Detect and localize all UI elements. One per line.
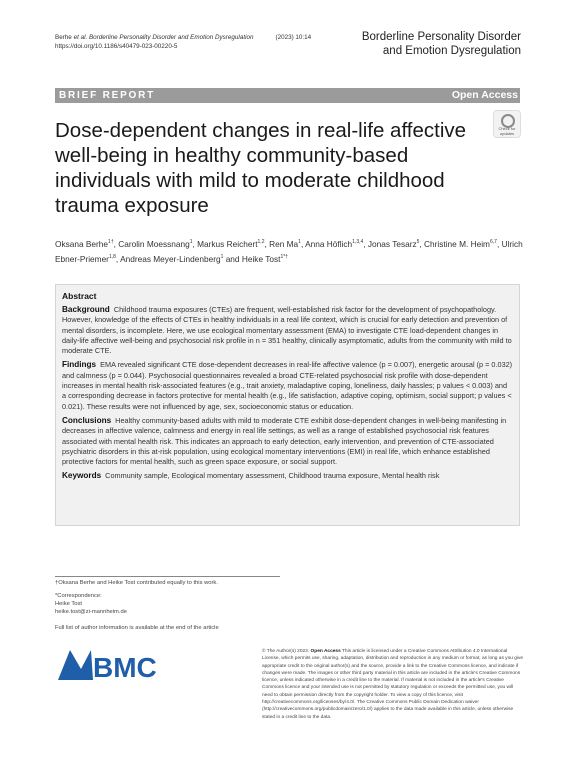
findings-label: Findings (62, 360, 97, 370)
abstract-conclusions (62, 416, 513, 467)
author-name: Andreas Meyer-Lindenberg (120, 254, 221, 265)
correspondence-block (55, 592, 127, 617)
author-affiliation: 1,3,4 (352, 239, 364, 245)
author-list: Oksana Berhe$^{1\dagger}$, Carolin Moessnang$^1$, Markus Reichert$^{1,2}$, Ren Ma$^1$, Anna Höflich$^{1,3,4}$, Jonas Tesarz$^5$, Christine M. Heim$^{6,7}$, Ulrich Ebner-Priemer$^{1,8}$, Andreas Meyer-Lindenberg$^1$ and Heike Tost$^{1*\dagger}$ (55, 238, 523, 265)
author-name: Anna Höflich (305, 238, 353, 249)
author-name: Ren Ma (269, 238, 299, 249)
conclusions-label: Conclusions (62, 415, 112, 425)
keywords-text: Community sample, Ecological momentary assessment, Childhood trauma exposure, Mental health risk (105, 471, 440, 481)
full-author-info-note: Full list of author information is available at the end of the article (55, 625, 219, 631)
bmc-logo-text: BMC (93, 652, 157, 683)
abstract-keywords (62, 471, 513, 481)
author-affiliation: 1 (189, 239, 193, 245)
author-affiliation: 1,2 (257, 239, 265, 245)
article-type-label: BRIEF REPORT (59, 90, 156, 101)
correspondence-name: Heike Tost (55, 601, 82, 608)
background-text: Childhood trauma exposures (CTEs) are frequent, well-established risk factor for the development of psychopathology. However, knowledge of the effects of CTEs in healthy individuals in a real life context, which is crucial for early detection and prevention of mental disorders, is incomplete. Here, we use ecological momentary assessment (EMA) to investigate CTE load-dependent changes in daily-life affective well-being and psychosocial risk profile in n = 351 healthy, clinically asymptomatic, adults from the community with mild to moderate CTE. (62, 305, 512, 356)
abstract-box (55, 284, 520, 526)
article-title: Dose-dependent changes in real-life affective well-being in healthy community-based individuals with mild to moderate childhood trauma exposure (55, 119, 467, 217)
check-for-updates-icon[interactable] (493, 110, 521, 138)
correspondence-label: *Correspondence: (55, 593, 102, 599)
abstract-heading: Abstract (62, 291, 97, 301)
article-type-band (55, 88, 520, 103)
citation-journal: Borderline Personality Disorder and Emotion Dysregulation (87, 34, 254, 41)
keywords-label: Keywords (62, 471, 102, 481)
copyright-body: This article is licensed under a Creative Commons Attribution 4.0 International License, which permits use, sharing, adaptation, distribution and reproduction in any medium or format, as long as you give appropriate credit to the original author(s) and the source, provide a link to the Creative Commons licence, and indicate if changes were made. The images or other third party material in this article are included in the article's Creative Commons licence, unless indicated otherwise in a credit line to the material. If material is not included in the article's Creative Commons licence and your intended use is not permitted by statutory regulation or exceeds the permitted use, you will need to obtain permission directly from the copyright holder. To view a copy of this licence, visit http://creativecommons.org/licenses/by/4.0/. The Creative Commons Public Domain Dedication waiver (http://creativecommons.org/publicdomain/zero/1.0/) applies to the data made available in this article, unless otherwise stated in a credit line to the data. (262, 649, 524, 720)
running-header (55, 33, 311, 51)
bmc-logo-icon (55, 640, 159, 688)
footnote-divider (55, 576, 280, 577)
citation-authors: Berhe (55, 34, 74, 41)
author-affiliation: 1 (220, 254, 224, 261)
author-name: Heike Tost (241, 254, 281, 265)
doi-link[interactable]: https://doi.org/10.1186/s40479-023-00220-5 (55, 43, 178, 50)
journal-name-line2: and Emotion Dysregulation (382, 45, 521, 57)
author-name: Jonas Tesarz (367, 238, 417, 249)
conclusions-text: Healthy community-based adults with mild to moderate CTE exhibit dose-dependent changes in well-being manifesting in decreases in affective valence, calmness and energy in real life settings, as well as a range of established psychosocial risk features associated with mental health risk. This indicates an approach to early detection, early intervention, and prevention of CTE-associated psychiatric disorders in this at-risk population, using ecological momentary interventions (EMI) in real life, which enhance established protective factors for mental health, such as green space exposure, or social support. (62, 415, 507, 467)
background-label: Background (62, 305, 110, 314)
author-affiliation: 5 (416, 239, 420, 245)
author-affiliation: 1 (298, 239, 301, 245)
citation-year: (2023) 10:14 (275, 34, 312, 41)
citation-etal: et al. (73, 34, 88, 41)
findings-text: EMA revealed significant CTE dose-dependent decreases in real-life affective valence (p = 0.007), energetic arousal (p = 0.032) and calmness (p = 0.044). Psychosocial questionnaires revealed a broad CTE-related psychosocial risk profile with dose-dependent increases in mental health risk-associated features (e.g., trait anxiety, maladaptive coping, loneliness, daily hassles; p values < 0.003) and a corresponding decrease in factors protective for mental health (e.g., life satisfaction, adaptive coping, optimism, social support; p values < 0.021). These results were not influenced by age, sex, socioeconomic status or education. (62, 360, 513, 411)
abstract-findings (62, 360, 513, 411)
bmc-logo-swoosh (58, 650, 93, 680)
copyright-open-access: Open Access (310, 649, 341, 654)
author-affiliation: 1† (108, 239, 114, 245)
author-name: Markus Reichert (197, 238, 258, 249)
journal-name-line1: Borderline Personality Disorder (361, 31, 521, 43)
author-name: Christine M. Heim (424, 238, 490, 249)
citation-line (55, 33, 311, 42)
open-access-label: Open Access (451, 89, 518, 101)
journal-name (362, 30, 521, 58)
copyright-notice (262, 648, 524, 721)
equal-contribution-note: †Oksana Berhe and Heike Tost contributed equally to this work. (55, 580, 218, 586)
author-affiliation: 1*† (280, 254, 288, 261)
author-name: Ulrich Ebner-Priemer (55, 238, 523, 265)
correspondence-email[interactable]: heike.tost@zi-mannheim.de (55, 609, 127, 616)
copyright-prefix: © The Author(s) 2023. (262, 649, 310, 654)
author-affiliation: 6,7 (489, 239, 497, 245)
check-for-updates-label: Check for updates (498, 126, 516, 136)
author-affiliation: 1,8 (108, 254, 116, 261)
author-name: Oksana Berhe (55, 238, 109, 249)
author-name: Carolin Moessnang (118, 238, 190, 249)
abstract-background (62, 305, 513, 356)
